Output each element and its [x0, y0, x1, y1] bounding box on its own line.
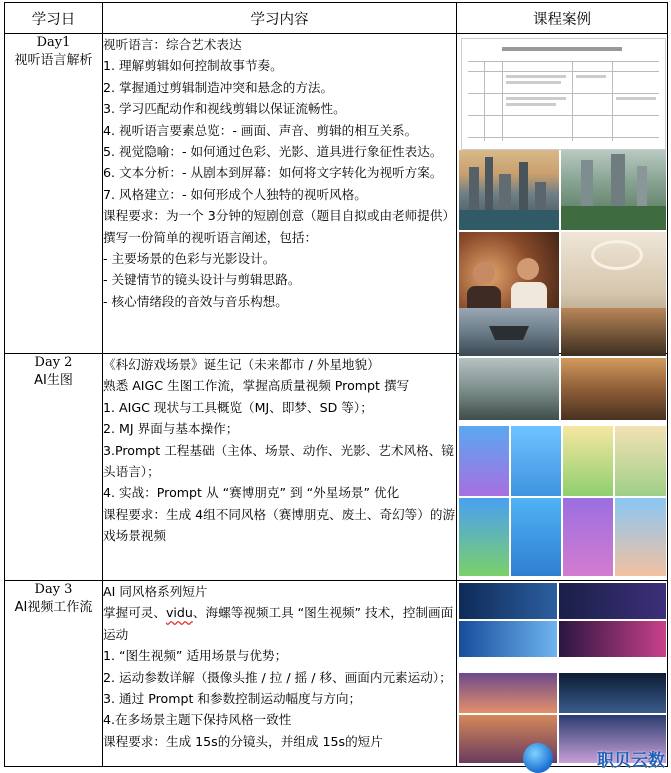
content-line: 掌握可灵、vidu、海螺等视频工具 “图生视频” 技术，控制画面运动	[103, 605, 454, 642]
case-document-thumbnail	[461, 38, 666, 150]
table-header-row	[5, 3, 668, 34]
case-image-fantasy-village	[561, 308, 666, 356]
content-line: 课程要求：生成 15s的分镜头，并组成 15s的短片	[103, 733, 383, 749]
content-cell	[103, 34, 457, 354]
content-line: 4. 实战：Prompt 从 “赛博朋克” 到 “外星场景” 优化	[103, 485, 400, 501]
case-image-misty-ruins	[459, 358, 559, 420]
case-image-city-aerial	[459, 150, 559, 230]
day-title: 视听语言解析	[14, 53, 93, 68]
case-image-viking-ship	[459, 308, 559, 356]
content-cell	[103, 354, 457, 581]
cases-cell	[457, 34, 668, 354]
table-row-day2	[5, 354, 668, 581]
day-number: Day 3	[34, 582, 73, 597]
watermark-text: 职贝云数	[597, 751, 665, 771]
day-cell	[5, 354, 103, 581]
content-cell	[103, 581, 457, 767]
table-row-day1	[5, 34, 668, 354]
content-line: 1. AIGC 现状与工具概览（MJ、即梦、SD 等）；	[103, 399, 373, 415]
case-image-poster-3	[563, 426, 613, 496]
case-image-poster-7	[563, 498, 613, 576]
day-number: Day 2	[34, 355, 73, 370]
content-line: 1. 理解剪辑如何控制故事节奏。	[103, 58, 283, 74]
content-line: - 核心情绪段的音效与音乐构想。	[103, 293, 288, 309]
day-cell	[5, 34, 103, 354]
case-image-blue-dream	[459, 621, 557, 657]
content-line: 课程要求：生成 4组不同风格（赛博朋克、废土、奇幻等）的游戏场景视频	[103, 506, 456, 544]
content-line: 2. MJ 界面与基本操作；	[103, 421, 239, 437]
case-image-alien-landscape	[561, 358, 666, 420]
case-image-planet-sunset	[459, 673, 557, 713]
case-image-night-whales	[459, 583, 557, 619]
day-cell	[5, 581, 103, 767]
day-title: AI视频工作流	[14, 600, 93, 615]
case-image-poster-4	[615, 426, 666, 496]
content-line: 2. 掌握通过剪辑制造冲突和悬念的方法。	[103, 79, 334, 95]
header-day: 学习日	[5, 3, 103, 34]
content-line: 《科幻游戏场景》诞生记（未来都市 / 外星地貌）	[103, 357, 380, 372]
case-image-poster-6	[511, 498, 561, 576]
content-line: 课程要求：为一个 3分钟的短剧创意（题目自拟或由老师提供）撰写一份简单的视听语言阐述，包括：	[103, 208, 456, 245]
day-title: AI生图	[34, 373, 73, 388]
content-line: 熟悉 AIGC 生图工作流，掌握高质量视频 Prompt 撰写	[103, 378, 410, 394]
day-number: Day1	[36, 35, 71, 50]
case-image-poster-8	[615, 498, 666, 576]
case-image-futuristic-park	[561, 150, 666, 230]
content-line: 1. “图生视频” 适用场景与优势；	[103, 648, 288, 664]
content-line: - 关键情节的镜头设计与剪辑思路。	[103, 272, 301, 288]
watermark-logo-icon	[523, 743, 553, 773]
table-row-day3	[5, 581, 668, 767]
content-line: - 主要场景的色彩与光影设计。	[103, 251, 276, 267]
header-cases: 课程案例	[457, 3, 668, 34]
content-line: 3. 通过 Prompt 和参数控制运动幅度与方向；	[103, 691, 362, 707]
course-table	[4, 2, 668, 767]
case-image-space-station	[559, 673, 666, 713]
case-image-poster-2	[511, 426, 561, 496]
cases-cell	[457, 581, 668, 767]
content-line: 6. 文本分析：- 从剧本到屏幕：如何将文字转化为视听方案。	[103, 165, 443, 181]
content-line: 4.在多场景主题下保持风格一致性	[103, 712, 292, 728]
content-line: 3.Prompt 工程基础（主体、场景、动作、光影、艺术风格、镜头语言）；	[103, 442, 454, 480]
content-line: 3. 学习匹配动作和视线剪辑以保证流畅性。	[103, 101, 346, 117]
spellcheck-underline: vidu	[165, 605, 193, 621]
case-image-poster-5	[459, 498, 509, 576]
content-line: 7. 风格建立：- 如何形成个人独特的视听风格。	[103, 186, 367, 202]
cases-cell	[457, 354, 668, 581]
case-image-night-sky-1	[559, 583, 666, 619]
content-line: 2. 运动参数详解（摄像头推 / 拉 / 摇 / 移、画面内元素运动）；	[103, 669, 452, 685]
case-image-festival-lights	[559, 621, 666, 657]
content-line: 5. 视觉隐喻：- 如何通过色彩、光影、道具进行象征性表达。	[103, 144, 443, 160]
content-line: 4. 视听语言要素总览：- 画面、声音、剪辑的相互关系。	[103, 122, 418, 138]
content-line: AI 同风格系列短片	[103, 584, 208, 599]
content-line: 视听语言：综合艺术表达	[103, 37, 242, 52]
header-content: 学习内容	[103, 3, 457, 34]
case-image-poster-1	[459, 426, 509, 496]
